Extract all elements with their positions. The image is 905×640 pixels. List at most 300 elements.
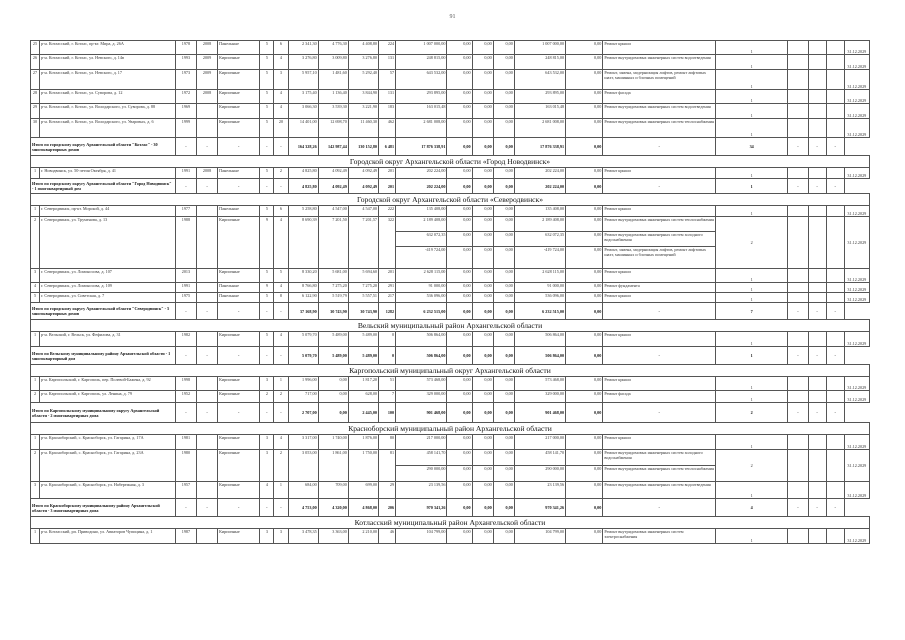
living-area: 1 481,60 xyxy=(318,70,348,90)
total-row xyxy=(31,303,870,320)
total-residents: 1282 xyxy=(379,303,396,320)
completion-date: 31.12.2029 xyxy=(844,70,869,90)
table-row xyxy=(31,529,870,544)
federal-funds: 0,00 xyxy=(447,70,472,90)
work-type: Ремонт фасада xyxy=(603,391,716,403)
col-22 xyxy=(826,377,844,391)
residents: 222 xyxy=(379,206,396,217)
work-type: Ремонт внутридомовых инженерных систем водоотведения xyxy=(603,55,716,70)
total-cost: 91 000,00 xyxy=(396,283,447,293)
table-row xyxy=(31,55,870,70)
total-other-funds: 0,00 xyxy=(566,138,603,156)
other-funds: 0,00 xyxy=(566,283,603,293)
federal-funds: 0,00 xyxy=(447,450,472,466)
total-cost: 458 141,70 xyxy=(396,450,447,466)
owner-funds: -419 724,00 xyxy=(514,247,565,269)
total-regional-funds: 0,00 xyxy=(472,347,493,365)
entrances: 4 xyxy=(274,55,288,70)
federal-funds: 0,00 xyxy=(447,119,472,138)
total-total-area: 164 328,26 xyxy=(288,138,318,156)
total-cost: 536 096,00 xyxy=(396,293,447,303)
year-built: 1969 xyxy=(175,104,196,119)
year-privatized xyxy=(196,293,217,303)
total-col-20: - xyxy=(788,347,808,365)
wall-material: Кирпичные xyxy=(218,435,260,450)
federal-funds: 0,00 xyxy=(447,377,472,391)
residential-area: 4 408,80 xyxy=(348,41,378,55)
floors: 5 xyxy=(260,168,274,179)
year-privatized xyxy=(196,450,217,482)
floors: 3 xyxy=(260,529,274,544)
col-22 xyxy=(826,450,844,482)
year-privatized xyxy=(196,206,217,217)
entrances: 8 xyxy=(274,293,288,303)
municipal-funds: 0,00 xyxy=(493,119,514,138)
stage: 1 xyxy=(715,283,787,293)
federal-funds: 0,00 xyxy=(447,217,472,232)
total-year-built: - xyxy=(175,347,196,365)
total-other-funds: 0,00 xyxy=(566,179,603,194)
total-owner-funds: 202 224,00 xyxy=(514,179,565,194)
residents: 201 xyxy=(379,168,396,179)
row-number: 1 xyxy=(31,332,40,347)
wall-material: Кирпичные xyxy=(218,119,260,138)
col-21 xyxy=(808,332,826,347)
table-row xyxy=(31,119,870,138)
floors: 3 xyxy=(260,450,274,482)
residents: 131 xyxy=(379,55,396,70)
row-number: 2 xyxy=(31,450,40,482)
address: р-н. Каргопольский, г. Каргополь, ул. Ленина, д. 79 xyxy=(40,391,176,403)
col-21 xyxy=(808,119,826,138)
col-22 xyxy=(826,70,844,90)
total-total-area: 5 079,70 xyxy=(288,347,318,365)
table-row xyxy=(31,482,870,499)
total-stage: 34 xyxy=(715,138,787,156)
work-type: Ремонт крыши xyxy=(603,41,716,55)
row-number: 5 xyxy=(31,293,40,303)
total-living-area: 142 987,44 xyxy=(318,138,348,156)
total-entrances: - xyxy=(274,403,288,423)
living-area: 3 009,80 xyxy=(318,55,348,70)
residential-area: 3 844,90 xyxy=(348,90,378,104)
living-area: 4 776,30 xyxy=(318,41,348,55)
address: р-н. Красноборский, с. Красноборск, ул. Гагарина, д. 23А xyxy=(40,450,176,482)
section-header-row xyxy=(31,194,870,206)
year-privatized xyxy=(196,104,217,119)
owner-funds: 1 007 000,00 xyxy=(514,41,565,55)
total-cost: 217 000,00 xyxy=(396,435,447,450)
total-wall-material: - xyxy=(218,179,260,194)
total-stage: 2 xyxy=(715,403,787,423)
completion-date: 31.12.2029 xyxy=(844,119,869,138)
stage: 1 xyxy=(715,482,787,499)
total-owner-funds: 6 232 515,00 xyxy=(514,303,565,320)
residential-area: 7 275,20 xyxy=(348,283,378,293)
municipal-funds: 0,00 xyxy=(493,391,514,403)
year-built: 2013 xyxy=(175,269,196,283)
total-work-type: - xyxy=(603,303,716,320)
year-built: 1973 xyxy=(175,70,196,90)
col-21 xyxy=(808,391,826,403)
work-type: Ремонт крыши xyxy=(603,206,716,217)
col-22 xyxy=(826,217,844,269)
total-cost: 329 000,00 xyxy=(396,391,447,403)
total-federal-funds: 0,00 xyxy=(447,179,472,194)
municipal-funds: 0,00 xyxy=(493,377,514,391)
total-floors: - xyxy=(260,347,274,365)
row-number: 25 xyxy=(31,41,40,55)
total-col-21: - xyxy=(808,179,826,194)
year-built: 1991 xyxy=(175,283,196,293)
col-20 xyxy=(788,70,808,90)
total-total-area: 4 825,80 xyxy=(288,179,318,194)
total-regional-funds: 0,00 xyxy=(472,303,493,320)
federal-funds: 0,00 xyxy=(447,90,472,104)
total-residents: 201 xyxy=(379,179,396,194)
col-21 xyxy=(808,104,826,119)
total-col-21: - xyxy=(808,138,826,156)
section-header-row xyxy=(31,320,870,332)
completion-date: 31.12.2029 xyxy=(844,450,869,482)
other-funds: 0,00 xyxy=(566,450,603,466)
total-floors: - xyxy=(260,403,274,423)
regional-funds: 0,00 xyxy=(472,377,493,391)
total-col-20: - xyxy=(788,303,808,320)
entrances: 2 xyxy=(274,450,288,482)
wall-material: Кирпичные xyxy=(218,529,260,544)
col-22 xyxy=(826,283,844,293)
entrances: 3 xyxy=(274,70,288,90)
wall-material: Кирпичные xyxy=(218,217,260,269)
wall-material: Кирпичные xyxy=(218,482,260,499)
total-col-21: - xyxy=(808,347,826,365)
federal-funds: 0,00 xyxy=(447,206,472,217)
work-type: Ремонт фасада xyxy=(603,90,716,104)
residents: 462 xyxy=(379,119,396,138)
year-built: 1978 xyxy=(175,41,196,55)
total-area: 6 122,90 xyxy=(288,293,318,303)
row-number: 1 xyxy=(31,377,40,391)
other-funds: 0,00 xyxy=(566,435,603,450)
year-built: 1999 xyxy=(175,119,196,138)
total-living-area: 0,00 xyxy=(318,403,348,423)
entrances: 6 xyxy=(274,41,288,55)
owner-funds: 2 681 008,00 xyxy=(514,119,565,138)
address: р-н. Котласский, г. Котлас, ул. Володарского, ул. Уваровых, д. 6 xyxy=(40,119,176,138)
other-funds: 0,00 xyxy=(566,168,603,179)
living-area: 7 201,50 xyxy=(318,217,348,269)
residential-area: 3 221,90 xyxy=(348,104,378,119)
other-funds: 0,00 xyxy=(566,293,603,303)
col-21 xyxy=(808,206,826,217)
col-20 xyxy=(788,90,808,104)
total-residential-area: 130 152,80 xyxy=(348,138,378,156)
regional-funds: 0,00 xyxy=(472,482,493,499)
col-22 xyxy=(826,293,844,303)
year-privatized xyxy=(196,332,217,347)
total-residential-area: 5 489,00 xyxy=(348,347,378,365)
municipal-funds: 0,00 xyxy=(493,450,514,466)
total-label: Итого по городскому округу Архангельской области "Котлас" - 30 многоквартирных домов xyxy=(31,138,176,156)
completion-date: 31.12.2029 xyxy=(844,529,869,544)
federal-funds: 0,00 xyxy=(447,391,472,403)
owner-funds: 2 189 408,00 xyxy=(514,217,565,232)
regional-funds: 0,00 xyxy=(472,104,493,119)
total-col-21: - xyxy=(808,499,826,517)
regional-funds: 0,00 xyxy=(472,90,493,104)
total-living-area: 4 092,49 xyxy=(318,179,348,194)
total-residents: 0 xyxy=(379,347,396,365)
total-wall-material: - xyxy=(218,403,260,423)
federal-funds: 0,00 xyxy=(447,482,472,499)
total-municipal-funds: 0,00 xyxy=(493,179,514,194)
total-year-built: - xyxy=(175,403,196,423)
other-funds: 0,00 xyxy=(566,232,603,247)
total-cost: 1 007 000,00 xyxy=(396,41,447,55)
completion-date: 31.12.2029 xyxy=(844,217,869,269)
work-type: Ремонт внутридомовых инженерных систем теплоснабжения xyxy=(603,119,716,138)
total-year-built: - xyxy=(175,138,196,156)
total-col-22: - xyxy=(826,138,844,156)
regional-funds: 0,00 xyxy=(472,55,493,70)
wall-material: Панельные xyxy=(218,206,260,217)
other-funds: 0,00 xyxy=(566,119,603,138)
stage: 1 xyxy=(715,104,787,119)
total-stage: 1 xyxy=(715,179,787,194)
col-20 xyxy=(788,217,808,269)
work-type: Ремонт, замена, модернизация лифтов, ремонт лифтовых шахт, машинных и блочных помещений xyxy=(603,247,716,269)
year-privatized xyxy=(196,269,217,283)
capital-repair-table xyxy=(30,40,870,544)
year-privatized: 2009 xyxy=(196,70,217,90)
other-funds: 0,00 xyxy=(566,41,603,55)
year-built: 1972 xyxy=(175,90,196,104)
total-year-privatized: - xyxy=(196,138,217,156)
total-cost: 202 224,00 xyxy=(396,168,447,179)
owner-funds: 573 468,00 xyxy=(514,377,565,391)
other-funds: 0,00 xyxy=(566,55,603,70)
col-22 xyxy=(826,269,844,283)
work-type: Ремонт внутридомовых инженерных систем теплоснабжения xyxy=(603,217,716,232)
total-col-21: - xyxy=(808,403,826,423)
total-area: 3 053,00 xyxy=(288,450,318,482)
federal-funds: 0,00 xyxy=(447,247,472,269)
table-row xyxy=(31,41,870,55)
total-area: 3 317,00 xyxy=(288,435,318,450)
total-cost: -419 724,00 xyxy=(396,247,447,269)
regional-funds: 0,00 xyxy=(472,332,493,347)
owner-funds: 458 141,70 xyxy=(514,450,565,466)
municipal-funds: 0,00 xyxy=(493,435,514,450)
row-number: 3 xyxy=(31,269,40,283)
col-21 xyxy=(808,269,826,283)
total-year-privatized: - xyxy=(196,499,217,517)
total-work-type: - xyxy=(603,347,716,365)
total-regional-funds: 0,00 xyxy=(472,403,493,423)
total-cost: 506 864,00 xyxy=(396,332,447,347)
stage: 1 xyxy=(715,119,787,138)
col-22 xyxy=(826,332,844,347)
floors: 3 xyxy=(260,377,274,391)
total-area: 3 066,30 xyxy=(288,104,318,119)
col-21 xyxy=(808,377,826,391)
floors: 5 xyxy=(260,55,274,70)
col-22 xyxy=(826,55,844,70)
total-cost: 2 628 115,00 xyxy=(396,269,447,283)
completion-date: 31.12.2029 xyxy=(844,269,869,283)
table-row xyxy=(31,391,870,403)
total-municipal-funds: 0,00 xyxy=(493,138,514,156)
residents: 80 xyxy=(379,435,396,450)
owner-funds: 293 895,00 xyxy=(514,90,565,104)
work-type: Ремонт, замена, модернизация лифтов, ремонт лифтовых шахт, машинных и блочных помещений xyxy=(603,70,716,90)
total-work-type: - xyxy=(603,499,716,517)
entrances: 2 xyxy=(274,391,288,403)
col-22 xyxy=(826,119,844,138)
floors: 3 xyxy=(260,435,274,450)
total-work-type: - xyxy=(603,403,716,423)
total-year-privatized: - xyxy=(196,347,217,365)
address: р-н. Котласский, рп. Приводино, ул. Авиаторов Чупицина, д. 1 xyxy=(40,529,176,544)
col-21 xyxy=(808,283,826,293)
total-other-funds: 0,00 xyxy=(566,347,603,365)
total-entrances: - xyxy=(274,303,288,320)
col-22 xyxy=(826,391,844,403)
total-entrances: - xyxy=(274,347,288,365)
total-other-funds: 0,00 xyxy=(566,303,603,320)
address: р-н. Котласский, г. Котлас, ул. Суворова, д. 12 xyxy=(40,90,176,104)
col-21 xyxy=(808,529,826,544)
total-federal-funds: 0,00 xyxy=(447,499,472,517)
residents: 57 xyxy=(379,70,396,90)
address: р-н. Котласский, г. Котлас, ул. Невского, д. 17 xyxy=(40,70,176,90)
year-privatized xyxy=(196,391,217,403)
work-type: Ремонт внутридомовых инженерных систем теплоснабжения xyxy=(603,466,716,482)
stage: 1 xyxy=(715,529,787,544)
table-row xyxy=(31,217,870,232)
completion-date: 31.12.2029 xyxy=(844,435,869,450)
floors: 9 xyxy=(260,283,274,293)
col-20 xyxy=(788,104,808,119)
residential-area: 5 489,00 xyxy=(348,332,378,347)
completion-date: 31.12.2029 xyxy=(844,41,869,55)
federal-funds: 0,00 xyxy=(447,435,472,450)
row-number: 30 xyxy=(31,119,40,138)
stage: 1 xyxy=(715,377,787,391)
table-row xyxy=(31,90,870,104)
total-municipal-funds: 0,00 xyxy=(493,403,514,423)
municipal-funds: 0,00 xyxy=(493,529,514,544)
owner-funds: 329 000,00 xyxy=(514,391,565,403)
address: р-н. Каргопольский, г. Каргополь, пер. Полевой-Бажена, д. 92 xyxy=(40,377,176,391)
entrances: 1 xyxy=(274,482,288,499)
regional-funds: 0,00 xyxy=(472,391,493,403)
address: г. Северодвинск, ул. Советская, д. 7 xyxy=(40,293,176,303)
total-municipal-funds: 0,00 xyxy=(493,347,514,365)
regional-funds: 0,00 xyxy=(472,466,493,482)
year-built: 1981 xyxy=(175,435,196,450)
residents: 291 xyxy=(379,283,396,293)
address: р-н. Котласский, г. Котлас, ул. Володарского, ул. Суворова, д. 88 xyxy=(40,104,176,119)
total-living-area: 4 320,00 xyxy=(318,499,348,517)
living-area: 1 136,40 xyxy=(318,90,348,104)
total-area: 8 766,80 xyxy=(288,283,318,293)
total-total-cost: 901 468,00 xyxy=(396,403,447,423)
total-total-area: 4 753,00 xyxy=(288,499,318,517)
section-header-row xyxy=(31,423,870,435)
row-number: 2 xyxy=(31,217,40,269)
section-title: Вельский муниципальный район Архангельской области xyxy=(31,320,870,332)
row-number: 27 xyxy=(31,70,40,90)
residential-area: 2 210,00 xyxy=(348,529,378,544)
other-funds: 0,00 xyxy=(566,206,603,217)
municipal-funds: 0,00 xyxy=(493,269,514,283)
municipal-funds: 0,00 xyxy=(493,332,514,347)
floors: 9 xyxy=(260,217,274,269)
total-cost: 135 408,00 xyxy=(396,206,447,217)
residents: 51 xyxy=(379,377,396,391)
table-row xyxy=(31,168,870,179)
col-22 xyxy=(826,435,844,450)
total-col-22: - xyxy=(826,303,844,320)
total-owner-funds: 17 876 338,91 xyxy=(514,138,565,156)
total-owner-funds: 970 341,26 xyxy=(514,499,565,517)
total-floors: - xyxy=(260,179,274,194)
section-title: Каргопольский муниципальный округ Архангельской области xyxy=(31,365,870,377)
work-type: Ремонт внутридомовых инженерных систем холодного водоснабжения xyxy=(603,232,716,247)
address: г. Северодвинск, ул. Ломоносова, д. 109 xyxy=(40,283,176,293)
table-row xyxy=(31,293,870,303)
total-area: 2 341,30 xyxy=(288,41,318,55)
regional-funds: 0,00 xyxy=(472,168,493,179)
col-20 xyxy=(788,450,808,482)
year-built: 1993 xyxy=(175,55,196,70)
total-federal-funds: 0,00 xyxy=(447,138,472,156)
residents: 322 xyxy=(379,217,396,269)
address: р-н. Красноборский, с. Красноборск, ул. Гагарина, д. 17А xyxy=(40,435,176,450)
wall-material: Панельные xyxy=(218,41,260,55)
total-total-area: 37 168,90 xyxy=(288,303,318,320)
total-living-area: 30 743,90 xyxy=(318,303,348,320)
residential-area: 1 817,20 xyxy=(348,377,378,391)
year-privatized xyxy=(196,482,217,499)
year-built: 1977 xyxy=(175,206,196,217)
total-total-area: 2 707,00 xyxy=(288,403,318,423)
work-type: Ремонт крыши xyxy=(603,332,716,347)
col-20 xyxy=(788,391,808,403)
municipal-funds: 0,00 xyxy=(493,104,514,119)
owner-funds: 91 000,00 xyxy=(514,283,565,293)
work-type: Ремонт внутридомовых инженерных систем водоотведения xyxy=(603,482,716,499)
other-funds: 0,00 xyxy=(566,377,603,391)
residents: 183 xyxy=(379,104,396,119)
year-built: 1982 xyxy=(175,332,196,347)
total-wall-material: - xyxy=(218,347,260,365)
year-built: 1957 xyxy=(175,482,196,499)
owner-funds: 643 532,00 xyxy=(514,70,565,90)
row-number: 1 xyxy=(31,435,40,450)
residential-area: 5 557,51 xyxy=(348,293,378,303)
total-cost: 632 072,35 xyxy=(396,232,447,247)
total-stage: 4 xyxy=(715,499,787,517)
wall-material: Кирпичные xyxy=(218,104,260,119)
work-type: Ремонт крыши xyxy=(603,435,716,450)
total-regional-funds: 0,00 xyxy=(472,499,493,517)
entrances: 3 xyxy=(274,529,288,544)
residents: 29 xyxy=(379,482,396,499)
floors: 5 xyxy=(260,293,274,303)
